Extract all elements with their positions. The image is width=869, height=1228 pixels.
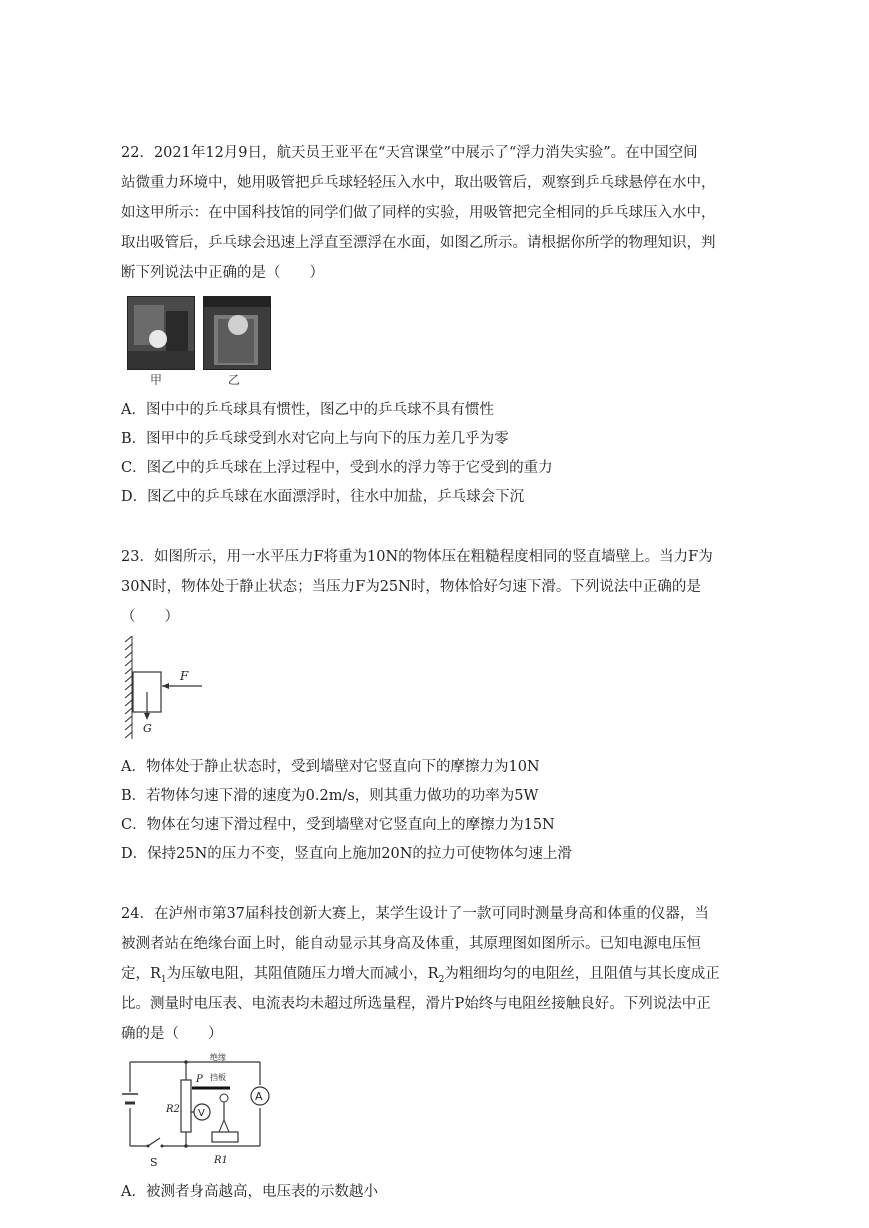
q22-line-1: 22．2021年12月9日，航天员王亚平在“天宫课堂”中展示了“浮力消失实验”。在中国空间 — [121, 145, 698, 161]
caption-yi: 乙 — [228, 373, 241, 387]
q24-circuit-figure — [120, 1050, 270, 1172]
photo-yi — [203, 296, 271, 370]
photo-jia-image — [128, 297, 194, 369]
q24-line-2: 被测者站在绝缘台面上时，能自动显示其身高及体重，其原理图如图所示。已知电源电压恒 — [121, 936, 701, 952]
force-label: F — [180, 669, 189, 683]
voltmeter-label: V — [198, 1108, 205, 1119]
q23-line-1: 23．如图所示，用一水平压力F将重为10N的物体压在粗糙程度相同的竖直墙壁上。当力F为 — [121, 549, 713, 565]
q22-option-b: B．图甲中的乒乓球受到水对它向上与向下的压力差几乎为零 — [121, 431, 509, 447]
q23-option-a: A．物体处于静止状态时，受到墙壁对它竖直向下的摩擦力为10N — [121, 759, 540, 775]
q23-line-2: 30N时，物体处于静止状态；当压力F为25N时，物体恰好匀速下滑。下列说法中正确的是 — [121, 579, 701, 595]
person-head — [220, 1094, 228, 1102]
gravity-label: G — [143, 722, 152, 735]
plate-label-1: 绝缘 — [210, 1053, 226, 1062]
q22-line-3: 如这甲所示：在中国科技馆的同学们做了同样的实验，用吸管把完全相同的乒乓球压入水中， — [121, 205, 716, 221]
ammeter-label: A — [255, 1090, 263, 1103]
r1-label: R1 — [214, 1155, 228, 1166]
q23-line-3: （ ） — [121, 609, 179, 625]
caption-jia: 甲 — [150, 373, 163, 387]
switch-lever — [148, 1138, 160, 1146]
photo-jia — [127, 296, 195, 370]
q23-option-c: C．物体在匀速下滑过程中，受到墙壁对它竖直向上的摩擦力为15N — [121, 817, 555, 833]
q24-line-4: 比。测量时电压表、电流表均未超过所选量程，滑片P始终与电阻丝接触良好。下列说法中正 — [121, 996, 711, 1012]
r2-label: R2 — [166, 1104, 180, 1115]
circuit-wires — [130, 1062, 260, 1146]
q24-line-3 — [121, 962, 720, 985]
force-arrowhead — [162, 683, 169, 689]
q24-line-3-a: 定，R — [121, 966, 161, 982]
q24-option-a: A．被测者身高越高，电压表的示数越小 — [121, 1184, 378, 1200]
q22-line-5: 断下列说法中正确的是（ ） — [121, 265, 324, 281]
slider-label: P — [196, 1074, 203, 1085]
q22-option-a: A．图中中的乒乓球具有惯性，图乙中的乒乓球不具有惯性 — [121, 402, 494, 418]
q24-r1-sub: 1 — [160, 974, 167, 985]
q22-line-2: 站微重力环境中，她用吸管把乒乓球轻轻压入水中，取出吸管后，观察到乒乓球悬停在水中， — [121, 175, 716, 191]
q24-r2-sub: 2 — [438, 974, 445, 985]
gravity-arrowhead — [144, 713, 150, 720]
q23-option-d: D．保持25N的压力不变，竖直向上施加20N的拉力可使物体匀速上滑 — [121, 846, 572, 862]
r1-resistor — [212, 1132, 238, 1142]
q24-line-3-b: 为压敏电阻，其阻值随压力增大而减小，R — [166, 966, 439, 982]
q22-option-d: D．图乙中的乒乓球在水面漂浮时，往水中加盐，乒乓球会下沉 — [121, 489, 525, 505]
r2-resistor — [181, 1080, 191, 1132]
photo-yi-image — [204, 297, 270, 369]
wall-hatching — [125, 636, 132, 739]
q23-wall-figure — [120, 634, 215, 744]
plate-label-2: 挡板 — [210, 1073, 226, 1082]
q22-option-c: C．图乙中的乒乓球在上浮过程中，受到水的浮力等于它受到的重力 — [121, 460, 553, 476]
q24-line-1: 24．在泸州市第37届科技创新大赛上，某学生设计了一款可同时测量身高和体重的仪器，当 — [121, 906, 709, 922]
q24-line-3-c: 为粗细均匀的电阻丝，且阻值与其长度成正 — [444, 966, 720, 982]
q24-line-5: 确的是（ ） — [121, 1026, 223, 1042]
q22-line-4: 取出吸管后，乒乓球会迅速上浮直至漂浮在水面，如图乙所示。请根据你所学的物理知识，判 — [121, 235, 716, 251]
q23-option-b: B．若物体匀速下滑的速度为0.2m/s，则其重力做功的功率为5W — [121, 788, 539, 804]
switch-label: S — [150, 1156, 158, 1169]
